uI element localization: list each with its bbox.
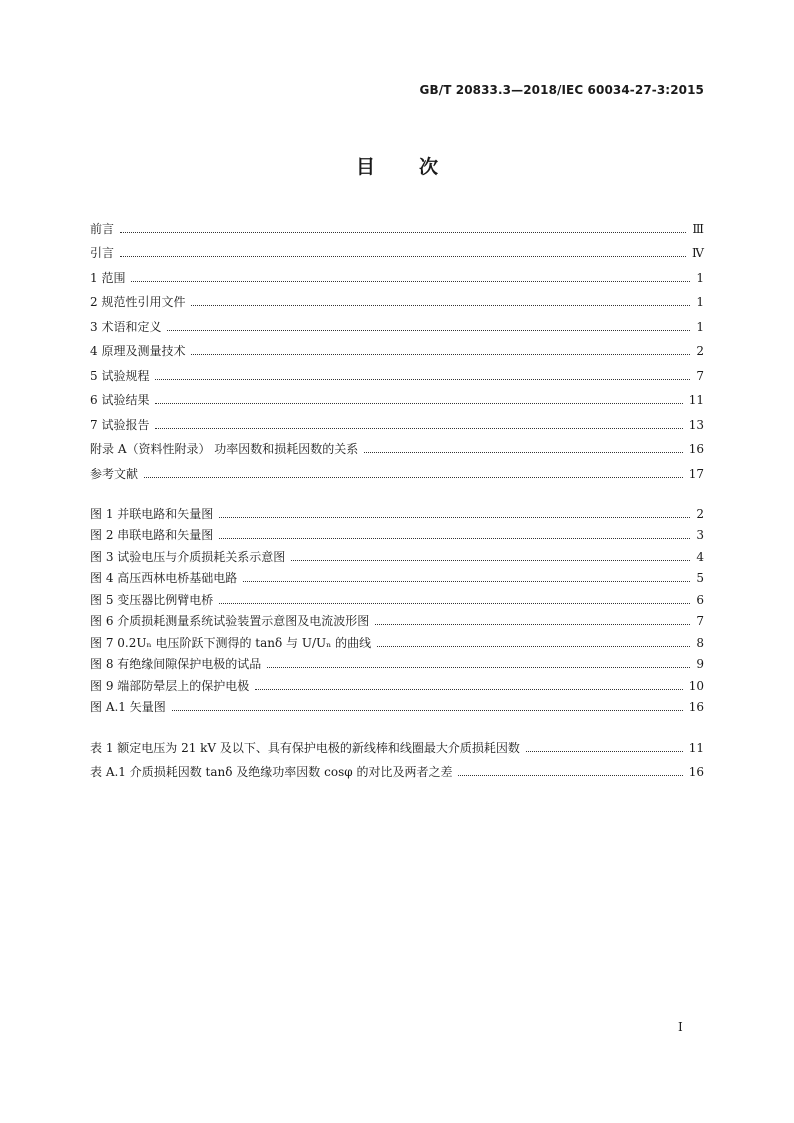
toc-entry[interactable]	[90, 358, 704, 383]
dot-leader	[120, 232, 686, 233]
standard-code-header: GB/T 20833.3—2018/IEC 60034-27-3:2015	[419, 83, 704, 97]
toc-entry-page: 5	[696, 571, 704, 585]
toc-entry[interactable]	[90, 607, 704, 629]
toc-entry-label: 图 2 串联电路和矢量图	[90, 528, 214, 542]
toc-entry[interactable]	[90, 236, 704, 261]
toc-entry[interactable]	[90, 521, 704, 543]
toc-entry[interactable]	[90, 693, 704, 715]
dot-leader	[375, 624, 690, 625]
toc-entry-page: 10	[688, 678, 704, 693]
toc-entry-label: 图 9 端部防晕层上的保护电极	[90, 678, 250, 693]
toc-chapters	[90, 211, 704, 481]
dot-leader	[243, 581, 690, 582]
toc-entry-page: Ⅲ	[692, 221, 704, 236]
dot-leader	[144, 477, 683, 478]
toc-entry-label: 引言	[90, 246, 115, 260]
toc-entry[interactable]	[90, 564, 704, 586]
toc-entry[interactable]	[90, 650, 704, 672]
dot-leader	[255, 689, 682, 690]
dot-leader	[364, 452, 682, 453]
toc-entry[interactable]	[90, 585, 704, 607]
toc-entry[interactable]	[90, 499, 704, 521]
toc-entry-page: 3	[696, 528, 704, 542]
toc-entry-page: 17	[688, 466, 704, 481]
dot-leader	[267, 667, 690, 668]
toc-entry[interactable]	[90, 334, 704, 359]
toc-entry-page: 2	[696, 344, 704, 358]
toc-entry-label: 4 原理及测量技术	[90, 344, 186, 358]
toc-entry-page: 16	[688, 700, 704, 714]
dot-leader	[377, 646, 690, 647]
toc-entry-page: 16	[688, 442, 704, 456]
toc-entry-label: 7 试验报告	[90, 417, 150, 432]
dot-leader	[155, 403, 682, 404]
toc-entry[interactable]	[90, 407, 704, 432]
toc-entry-page: 6	[696, 592, 704, 607]
toc-entry-page: 1	[696, 270, 704, 285]
toc-entry-label: 图 3 试验电压与介质损耗关系示意图	[90, 549, 286, 564]
toc-entry-label: 3 术语和定义	[90, 319, 162, 334]
toc-entry-page: 11	[688, 393, 704, 407]
toc-entry-label: 参考文献	[90, 466, 139, 481]
toc-entry-page: 4	[696, 549, 704, 564]
toc-entry-page: 11	[688, 740, 704, 755]
toc-entry-page: 9	[696, 657, 704, 671]
toc-entry[interactable]	[90, 730, 704, 755]
toc-entry-page: 1	[696, 295, 704, 309]
dot-leader	[219, 517, 690, 518]
toc-figures	[90, 499, 704, 714]
dot-leader	[191, 305, 690, 306]
toc-entry-label: 1 范围	[90, 270, 126, 285]
dot-leader	[155, 428, 682, 429]
toc-entry-label: 图 5 变压器比例臂电桥	[90, 592, 214, 607]
toc-entry-page: Ⅳ	[692, 246, 704, 260]
toc-entry[interactable]	[90, 432, 704, 457]
toc-entry-label: 2 规范性引用文件	[90, 295, 186, 309]
page-number: I	[678, 1020, 683, 1034]
toc-tables	[90, 730, 704, 779]
toc-entry[interactable]	[90, 211, 704, 236]
toc-entry-label: 图 8 有绝缘间隙保护电极的试品	[90, 657, 262, 671]
dot-leader	[131, 281, 690, 282]
page-title: 目次	[355, 156, 482, 178]
toc-entry-page: 16	[688, 765, 704, 779]
toc-entry[interactable]	[90, 383, 704, 408]
dot-leader	[291, 560, 690, 561]
toc-entry-page: 13	[688, 417, 704, 432]
toc-entry[interactable]	[90, 309, 704, 334]
toc-entry-label: 6 试验结果	[90, 393, 150, 407]
toc-entry[interactable]	[90, 260, 704, 285]
toc-entry-page: 1	[696, 319, 704, 334]
dot-leader	[526, 751, 683, 752]
toc-entry-page: 8	[696, 635, 704, 650]
toc-entry-label: 表 1 额定电压为 21 kV 及以下、具有保护电极的新线棒和线圈最大介质损耗因数	[90, 740, 520, 755]
toc-entry[interactable]	[90, 542, 704, 564]
toc-entry-label: 图 A.1 矢量图	[90, 700, 166, 714]
toc-entry[interactable]	[90, 671, 704, 693]
toc-entry-page: 2	[696, 506, 704, 521]
toc-entry[interactable]	[90, 628, 704, 650]
toc-entry-label: 前言	[90, 221, 115, 236]
dot-leader	[458, 775, 682, 776]
toc-entry-page: 7	[696, 368, 704, 383]
dot-leader	[219, 538, 690, 539]
toc-entry-label: 5 试验规程	[90, 368, 150, 383]
toc-entry[interactable]	[90, 456, 704, 481]
toc-entry-label: 图 4 高压西林电桥基础电路	[90, 571, 238, 585]
toc-entry-label: 图 7 0.2Uₙ 电压阶跃下测得的 tanδ 与 U/Uₙ 的曲线	[90, 635, 372, 650]
dot-leader	[219, 603, 690, 604]
toc-entry[interactable]	[90, 755, 704, 780]
toc-entry-label: 附录 A（资料性附录） 功率因数和损耗因数的关系	[90, 442, 359, 456]
toc-entry-label: 图 6 介质损耗测量系统试验装置示意图及电流波形图	[90, 614, 370, 628]
dot-leader	[155, 379, 690, 380]
dot-leader	[191, 354, 690, 355]
toc-entry-page: 7	[696, 614, 704, 628]
toc-entry-label: 图 1 并联电路和矢量图	[90, 506, 214, 521]
toc-entry[interactable]	[90, 285, 704, 310]
dot-leader	[120, 256, 686, 257]
dot-leader	[167, 330, 690, 331]
dot-leader	[172, 710, 683, 711]
toc-entry-label: 表 A.1 介质损耗因数 tanδ 及绝缘功率因数 cosφ 的对比及两者之差	[90, 765, 453, 779]
